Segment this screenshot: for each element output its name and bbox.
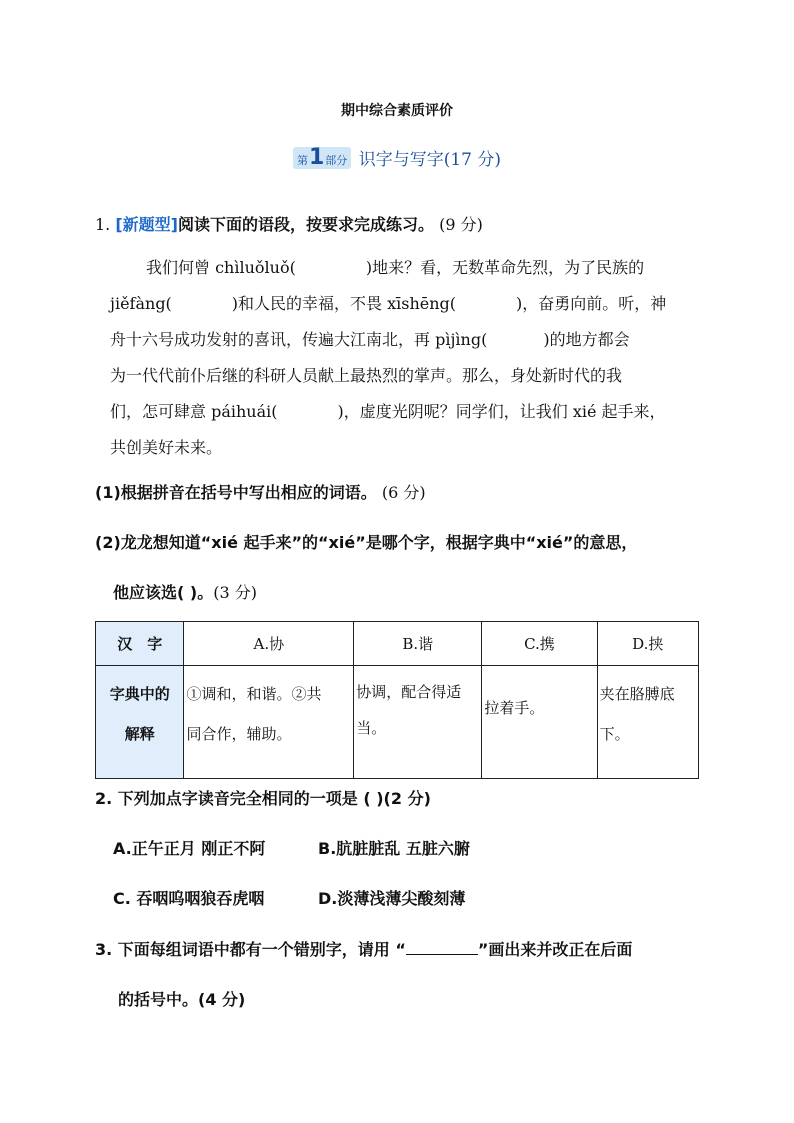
passage-line: 们，怎可肆意 páihuái( )，虚度光阴呢？同学们，让我们 xié 起手来， (110, 402, 666, 421)
passage-line: 为一代代前仆后继的科研人员献上最热烈的掌声。那么，身处新时代的我 (110, 366, 623, 385)
dictionary-table (95, 621, 699, 779)
new-type-tag: [新题型] (115, 215, 178, 234)
question-1-heading: 1. [新题型]阅读下面的语段，按要求完成练习。 (9 分) (95, 215, 483, 234)
section-title: 识字与写字(17 分) (358, 150, 502, 170)
table-option-c: C.携 (482, 622, 597, 666)
table-option-a: A.协 (184, 622, 354, 666)
section-badge: 第 1 部分 (293, 147, 351, 169)
reading-passage (110, 250, 700, 466)
question-2-option-b: B.肮脏脏乱 五脏六腑 (318, 839, 470, 858)
passage-line: 我们何曾 chìluǒluǒ( )地来？看，无数革命先烈，为了民族的 (146, 258, 645, 277)
question-2-option-c: C. 吞咽呜咽狼吞虎咽 (113, 889, 265, 908)
question-2-option-a: A.正午正月 刚正不阿 (113, 839, 266, 858)
question-2: 2. 下列加点字读音完全相同的一项是 ( )(2 分) (95, 789, 431, 808)
page-title: 期中综合素质评价 (341, 103, 453, 119)
explanation-d: 夹在胳膊底 下。 (597, 666, 698, 779)
question-1-sub-2-answer: 他应该选( )。(3 分) (113, 583, 257, 602)
question-2-option-d: D.淡薄浅薄尖酸刻薄 (318, 889, 466, 908)
underline-sample (406, 940, 478, 955)
table-row-label: 字典中的 解释 (96, 666, 184, 779)
explanation-c: 拉着手。 (482, 666, 597, 779)
section-heading (0, 145, 794, 170)
table-option-d: D.挟 (597, 622, 698, 666)
table-header-label: 汉 字 (96, 622, 184, 666)
passage-line: 舟十六号成功发射的喜讯，传遍大江南北，再 pìjìng( )的地方都会 (110, 330, 630, 349)
table-option-b: B.谐 (354, 622, 482, 666)
passage-line: 共创美好未来。 (110, 438, 223, 457)
question-1-sub-1: (1)根据拼音在括号中写出相应的词语。 (6 分) (95, 483, 426, 502)
question-3-continued: 的括号中。(4 分) (118, 990, 246, 1009)
explanation-b: 协调，配合得适 当。 (354, 666, 482, 779)
question-3: 3. 下面每组词语中都有一个错别字，请用 “ ”画出来并改正在后面 (95, 940, 633, 959)
passage-line: jiěfàng( )和人民的幸福，不畏 xīshēng( )，奋勇向前。听，神 (110, 294, 667, 313)
explanation-a: ①调和，和谐。②共 同合作，辅助。 (184, 666, 354, 779)
question-1-sub-2: (2)龙龙想知道“xié 起手来”的“xié”是哪个字，根据字典中“xié”的意思， (95, 533, 638, 552)
